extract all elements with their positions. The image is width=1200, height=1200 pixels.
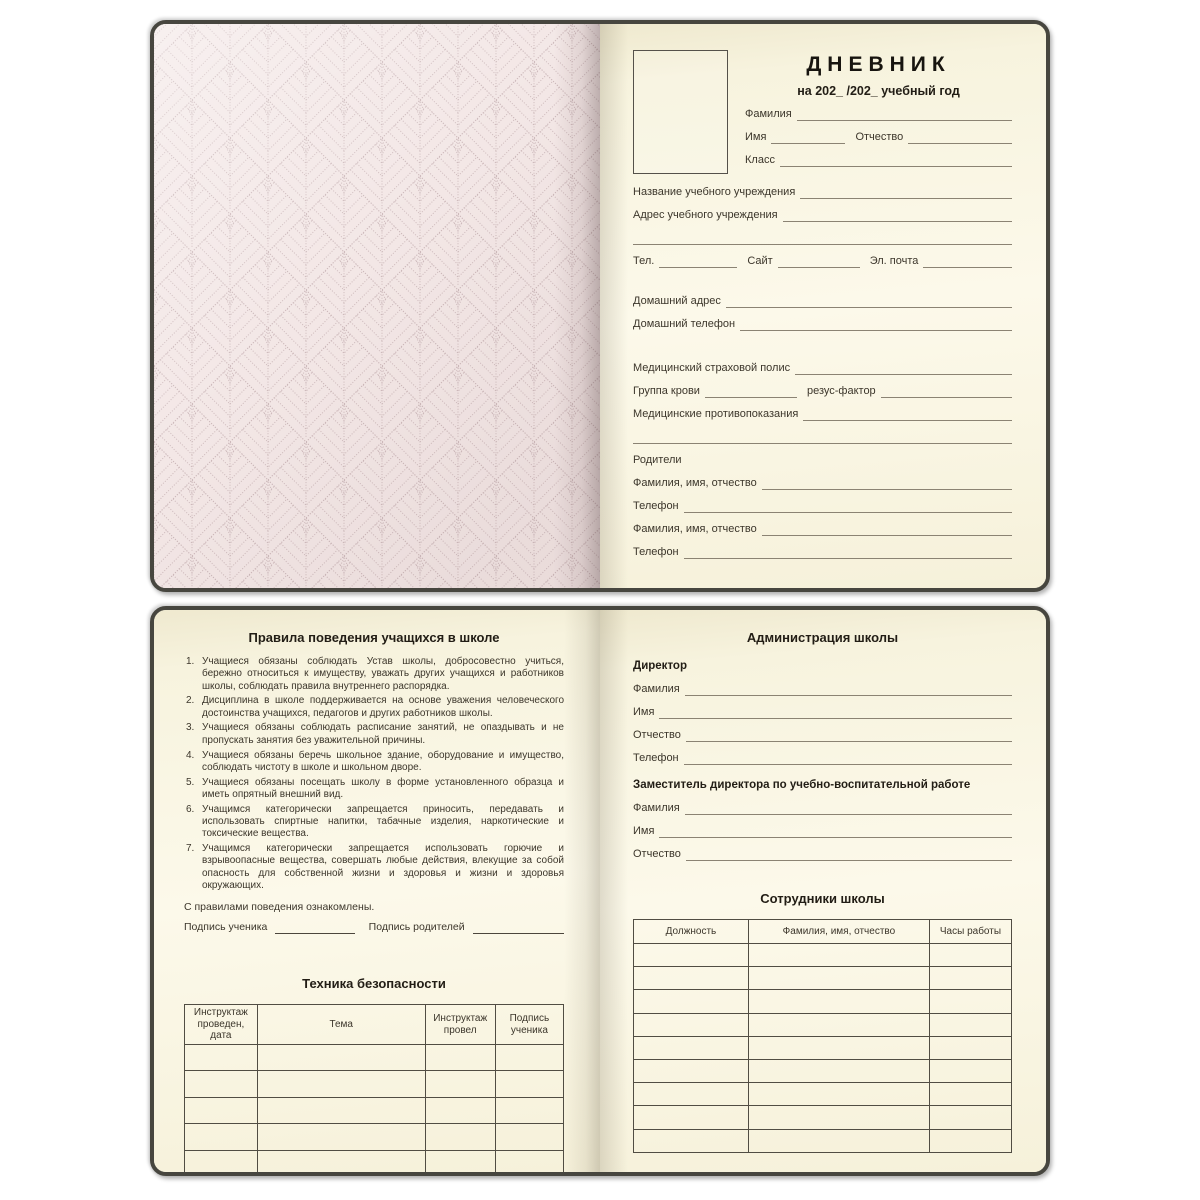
rule-item	[184, 750, 564, 775]
table-row	[185, 1097, 564, 1124]
table-cell	[495, 1097, 563, 1124]
table-row	[185, 1044, 564, 1071]
field-continuation	[633, 222, 1012, 245]
parents-heading	[633, 444, 1012, 467]
table-cell	[748, 1059, 929, 1082]
field-label: Фамилия	[633, 802, 680, 814]
table-cell	[185, 1097, 258, 1124]
table-header-cell: Инструктаж провел	[425, 1005, 495, 1045]
write-line	[780, 165, 1012, 167]
field-row	[633, 673, 1012, 696]
field-label: Название учебного учреждения	[633, 186, 796, 198]
field-label: Телефон	[633, 500, 679, 512]
field-med-contraindications	[633, 398, 1012, 421]
field-label: Тел.	[633, 255, 655, 267]
rule-number: 1.	[186, 656, 195, 667]
table-cell	[929, 1013, 1011, 1036]
rule-text: Учащиеся обязаны соблюдать расписание занятий, не опаздывать и не пропускать занятия без уважительной причины.	[202, 722, 564, 746]
rule-number: 6.	[186, 803, 195, 815]
field-home-address	[633, 285, 1012, 308]
field-label: Сайт	[747, 255, 773, 267]
table-header-cell: Должность	[634, 920, 749, 944]
rule-item	[184, 843, 564, 892]
write-line	[762, 534, 1012, 536]
write-line	[795, 373, 1012, 375]
field-row	[633, 838, 1012, 861]
rule-item	[184, 695, 564, 720]
staff-title: Сотрудники школы	[760, 891, 885, 906]
field-label: Родители	[633, 454, 682, 466]
table-cell	[748, 944, 929, 967]
field-label: Фамилия, имя, отчество	[633, 477, 757, 489]
title-page	[600, 24, 1046, 588]
rule-text: Учащиеся обязаны беречь школьное здание, оборудование и имущество, соблюдать чистоту в школе и школьном дворе.	[202, 749, 564, 773]
table-cell	[257, 1071, 425, 1098]
field-label: Фамилия	[633, 683, 680, 695]
write-line	[684, 763, 1012, 765]
table-cell	[929, 944, 1011, 967]
field-parent1-phone	[633, 490, 1012, 513]
rule-number: 2.	[186, 695, 195, 707]
table-header-cell: Часы работы	[929, 920, 1011, 944]
field-row	[633, 719, 1012, 742]
write-line	[881, 396, 1012, 398]
table-row	[634, 1059, 1012, 1082]
table-cell	[634, 990, 749, 1013]
table-cell	[748, 1106, 929, 1129]
field-label: Группа крови	[633, 385, 700, 397]
write-line	[685, 813, 1012, 815]
table-cell	[634, 1129, 749, 1152]
write-line	[659, 717, 1012, 719]
table-header-row	[185, 1005, 564, 1045]
table-row	[185, 1071, 564, 1098]
field-parent1-fio	[633, 467, 1012, 490]
field-label: Адрес учебного учреждения	[633, 209, 778, 221]
field-label: резус-фактор	[806, 385, 876, 397]
field-label: Отчество	[633, 848, 681, 860]
safety-title: Техника безопасности	[302, 976, 446, 992]
table-cell	[748, 1036, 929, 1059]
write-line	[686, 740, 1012, 742]
table-row	[634, 1129, 1012, 1152]
field-label: Домашний телефон	[633, 318, 736, 330]
field-row	[633, 696, 1012, 719]
table-row	[634, 1013, 1012, 1036]
rule-number: 5.	[186, 776, 195, 788]
write-line	[684, 557, 1012, 559]
field-label: Имя	[745, 131, 767, 143]
table-cell	[425, 1044, 495, 1071]
write-line	[473, 923, 564, 934]
admin-title: Администрация школы	[746, 630, 899, 645]
table-cell	[634, 944, 749, 967]
deputy-fields	[633, 792, 1012, 861]
table-row	[634, 1106, 1012, 1129]
table-cell	[929, 990, 1011, 1013]
write-line	[762, 488, 1012, 490]
table-cell	[929, 1059, 1011, 1082]
rules-page	[154, 610, 600, 1172]
table-cell	[634, 1083, 749, 1106]
field-label: Имя	[633, 706, 655, 718]
table-cell	[185, 1044, 258, 1071]
table-cell	[929, 1036, 1011, 1059]
table-header-cell: Подпись ученика	[495, 1005, 563, 1045]
rule-item	[184, 722, 564, 747]
table-cell	[748, 1083, 929, 1106]
field-parent2-phone	[633, 536, 1012, 559]
table-cell	[425, 1124, 495, 1151]
field-med-policy	[633, 352, 1012, 375]
write-line	[659, 266, 737, 268]
table-cell	[634, 1013, 749, 1036]
table-cell	[185, 1150, 258, 1176]
photo-box	[633, 50, 728, 174]
director-fields	[633, 673, 1012, 765]
field-continuation	[633, 421, 1012, 444]
acknowledgement-text: С правилами поведения ознакомлены.	[184, 901, 375, 914]
table-row	[634, 944, 1012, 967]
rule-text: Учащимся категорически запрещается приносить, передавать и использовать спиртные напитки, табачные изделия, наркотические и токсические вещества.	[202, 803, 564, 840]
write-line	[778, 266, 860, 268]
diary-title-spread	[150, 20, 1050, 592]
table-cell	[185, 1124, 258, 1151]
field-label: Эл. почта	[869, 255, 919, 267]
write-line	[275, 923, 354, 934]
diary-title: ДНЕВНИК	[806, 53, 951, 76]
field-label: Медицинский страховой полис	[633, 362, 791, 374]
diary-subtitle: на 202_ /202_ учебный год	[797, 84, 960, 98]
field-label: Телефон	[633, 546, 679, 558]
table-cell	[425, 1071, 495, 1098]
table-cell	[748, 1013, 929, 1036]
field-label: Телефон	[633, 752, 679, 764]
field-label: Подпись родителей	[368, 921, 465, 934]
table-cell	[634, 967, 749, 990]
field-school-address	[633, 199, 1012, 222]
rule-item	[184, 656, 564, 693]
field-label: Отчество	[855, 131, 904, 143]
table-cell	[257, 1044, 425, 1071]
field-label: Фамилия	[745, 108, 792, 120]
director-heading: Директор	[633, 660, 687, 672]
field-row	[633, 792, 1012, 815]
safety-table	[184, 1004, 564, 1176]
write-line	[633, 243, 1012, 245]
field-label: Класс	[745, 154, 775, 166]
table-cell	[185, 1071, 258, 1098]
table-header-cell: Инструктаж проведен, дата	[185, 1005, 258, 1045]
field-surname	[745, 98, 1012, 121]
table-cell	[634, 1036, 749, 1059]
table-header-cell: Тема	[257, 1005, 425, 1045]
rule-number: 3.	[186, 722, 195, 734]
table-cell	[748, 967, 929, 990]
table-cell	[634, 1106, 749, 1129]
field-row	[633, 742, 1012, 765]
rule-number: 7.	[186, 843, 195, 855]
rules-title: Правила поведения учащихся в школе	[248, 630, 500, 645]
write-line	[740, 329, 1012, 331]
signature-row	[184, 921, 564, 934]
write-line	[783, 220, 1012, 222]
rule-text: Учащиеся обязаны посещать школу в форме установленного образца и иметь опрятный внешний вид.	[202, 776, 564, 800]
table-cell	[748, 1129, 929, 1152]
table-cell	[425, 1150, 495, 1176]
table-cell	[495, 1044, 563, 1071]
field-home-phone	[633, 308, 1012, 331]
table-cell	[929, 1106, 1011, 1129]
write-line	[800, 197, 1012, 199]
table-header-cell: Фамилия, имя, отчество	[748, 920, 929, 944]
write-line	[633, 442, 1012, 444]
field-label: Отчество	[633, 729, 681, 741]
field-blood-group	[633, 375, 1012, 398]
field-label: Имя	[633, 825, 655, 837]
table-cell	[257, 1124, 425, 1151]
write-line	[923, 266, 1012, 268]
write-line	[705, 396, 797, 398]
table-cell	[257, 1150, 425, 1176]
rule-text: Учащимся категорически запрещается использовать горючие и взрывоопасные вещества, совершать любые действия, влекущие за собой опасность для собственной жизни и здоровья и жизни и здоровья окружающих.	[202, 843, 564, 892]
table-cell	[929, 967, 1011, 990]
rule-text: Дисциплина в школе поддерживается на основе уважения человеческого достоинства учащихся, педагогов и других работников школы.	[202, 695, 564, 719]
write-line	[684, 511, 1012, 513]
field-row	[633, 815, 1012, 838]
write-line	[685, 694, 1012, 696]
deputy-heading: Заместитель директора по учебно-воспитательной работе	[633, 779, 971, 791]
rule-text: Учащиеся обязаны соблюдать Устав школы, добросовестно учиться, бережно относиться к имуществу, уважать других учащихся и работников школы, соблюдать правила внутреннего распорядка.	[202, 656, 564, 692]
rule-item	[184, 777, 564, 802]
table-cell	[634, 1059, 749, 1082]
administration-page	[600, 610, 1046, 1172]
table-cell	[257, 1097, 425, 1124]
rules-list	[184, 656, 564, 892]
rules-admin-spread	[150, 606, 1050, 1176]
field-school-name	[633, 176, 1012, 199]
field-class	[745, 144, 1012, 167]
pattern-page	[154, 24, 600, 588]
field-name-patronymic	[745, 121, 1012, 144]
table-cell	[748, 990, 929, 1013]
field-label: Медицинские противопоказания	[633, 408, 799, 420]
table-row	[634, 1083, 1012, 1106]
table-row	[634, 967, 1012, 990]
table-row	[634, 1036, 1012, 1059]
field-label: Подпись ученика	[184, 921, 268, 934]
field-label: Фамилия, имя, отчество	[633, 523, 757, 535]
table-row	[634, 990, 1012, 1013]
field-contacts	[633, 245, 1012, 268]
write-line	[686, 859, 1012, 861]
field-label: Домашний адрес	[633, 295, 721, 307]
table-row	[185, 1124, 564, 1151]
geometric-pattern	[154, 24, 600, 588]
table-cell	[495, 1150, 563, 1176]
write-line	[659, 836, 1012, 838]
write-line	[726, 306, 1012, 308]
table-cell	[495, 1124, 563, 1151]
table-cell	[929, 1083, 1011, 1106]
table-cell	[425, 1097, 495, 1124]
rule-item	[184, 804, 564, 841]
rule-number: 4.	[186, 749, 195, 761]
write-line	[803, 419, 1012, 421]
table-header-row	[634, 920, 1012, 944]
table-row	[185, 1150, 564, 1176]
staff-table	[633, 919, 1012, 1153]
table-cell	[929, 1129, 1011, 1152]
table-cell	[495, 1071, 563, 1098]
field-parent2-fio	[633, 513, 1012, 536]
